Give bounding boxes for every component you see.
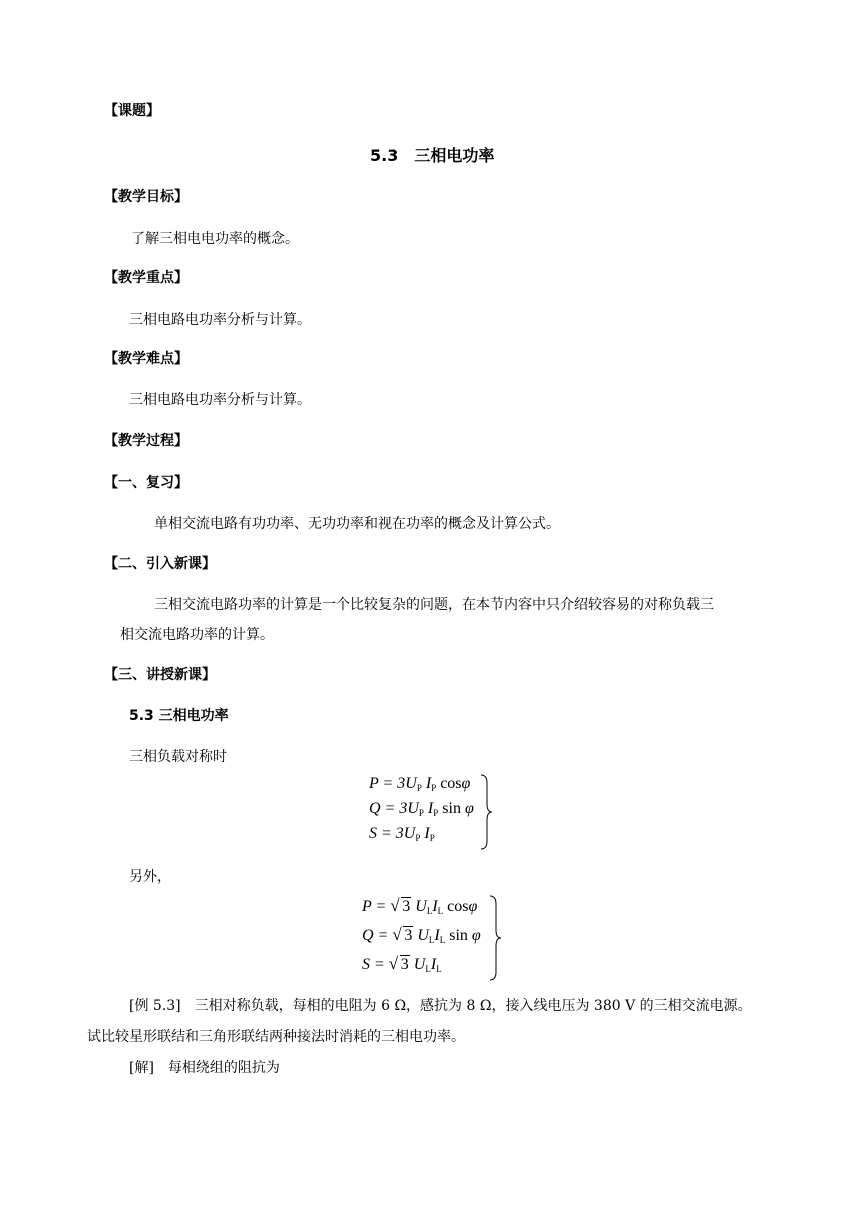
example-line1: [例 5.3] 三相对称负载，每相的电阻为 6 Ω，感抗为 8 Ω，接入线电压为 380 V 的三相交流电源。	[129, 998, 752, 1014]
difficulty-text: 三相电路电功率分析与计算。	[129, 392, 311, 408]
line-power-equations	[362, 894, 502, 982]
objective-text: 了解三相电电功率的概念。	[131, 231, 299, 247]
eq2-brace-icon	[488, 894, 502, 982]
page-title: 5.3 三相电功率	[370, 146, 495, 165]
example-line2: 试比较星形联结和三角形联结两种接法时消耗的三相电功率。	[87, 1029, 465, 1045]
also-label: 另外，	[129, 869, 171, 885]
header-teach: 【三、讲授新课】	[104, 667, 216, 683]
header-review: 【一、复习】	[104, 475, 188, 491]
eq1-p: $P = 3U_P$ $I_P$ cosφ	[369, 775, 471, 793]
review-text: 单相交流电路有功功率、无功功率和视在功率的概念及计算公式。	[154, 516, 560, 532]
key-point-text: 三相电路电功率分析与计算。	[129, 312, 311, 328]
eq1-brace-icon	[479, 773, 493, 851]
header-key-point: 【教学重点】	[104, 270, 188, 286]
solution-line: [解] 每相绕组的阻抗为	[129, 1060, 280, 1076]
header-objective: 【教学目标】	[104, 189, 188, 205]
eq1-q: $Q = 3U_P$ $I_P$ sin φ	[369, 800, 474, 818]
symmetric-label: 三相负载对称时	[129, 749, 227, 765]
eq2-q: Q = √ 3 $U_LI_L$ sin φ	[362, 927, 481, 945]
eq1-s: $S = 3U_P$ $I_P$	[369, 825, 435, 843]
header-topic: 【课题】	[104, 103, 160, 119]
intro-text-line2: 相交流电路功率的计算。	[120, 627, 274, 643]
intro-text-line1: 三相交流电路功率的计算是一个比较复杂的问题，在本节内容中只介绍较容易的对称负载三	[154, 597, 714, 613]
phase-power-equations	[369, 773, 499, 851]
header-intro: 【二、引入新课】	[104, 556, 216, 572]
header-process: 【教学过程】	[104, 433, 188, 449]
eq2-p: P = √ 3 $U_LI_L$ cosφ	[362, 898, 477, 916]
section-heading: 5.3 三相电功率	[129, 708, 229, 724]
eq2-s: S = √ 3 $U_LI_L$	[362, 956, 442, 974]
header-difficulty: 【教学难点】	[104, 351, 188, 367]
